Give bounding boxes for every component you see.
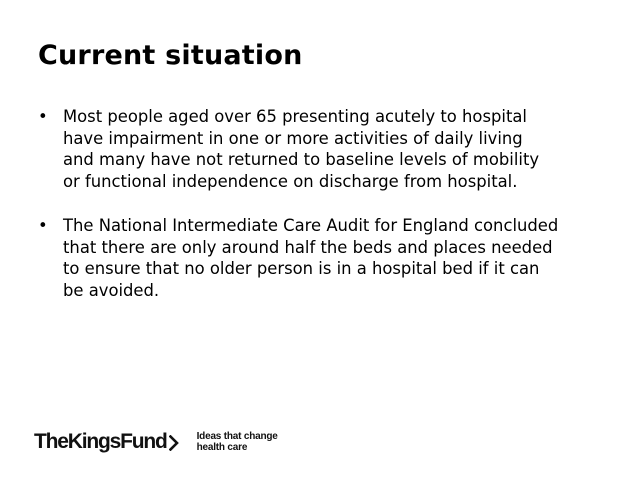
bullet-symbol: • bbox=[38, 216, 48, 235]
bullet-line: or functional independence on discharge from hospital. bbox=[63, 171, 518, 191]
bullet-line: Most people aged over 65 presenting acutely to hospital bbox=[63, 107, 527, 126]
bullet-symbol: • bbox=[38, 107, 48, 126]
bullet-line: that there are only around half the beds and places needed bbox=[63, 237, 553, 257]
tagline-line: Ideas that change bbox=[196, 431, 278, 442]
bullet-line: The National Intermediate Care Audit for England concluded bbox=[63, 216, 559, 235]
kings-fund-logo: TheKingsFund bbox=[34, 430, 167, 453]
footer-branding bbox=[34, 430, 278, 454]
chevron-right-icon bbox=[169, 435, 179, 451]
tagline-line: health care bbox=[196, 442, 248, 453]
bullet-item bbox=[38, 106, 613, 192]
bullet-line: have impairment in one or more activities of daily living bbox=[63, 128, 523, 148]
bullet-line: to ensure that no older person is in a hospital bed if it can bbox=[63, 259, 540, 278]
logo-tagline bbox=[197, 431, 278, 453]
bullet-line: and many have not returned to baseline levels of mobility bbox=[63, 150, 540, 169]
bullet-list bbox=[38, 106, 613, 324]
bullet-line: be avoided. bbox=[63, 280, 160, 300]
bullet-item bbox=[38, 215, 613, 301]
slide-title: Current situation bbox=[38, 40, 303, 71]
